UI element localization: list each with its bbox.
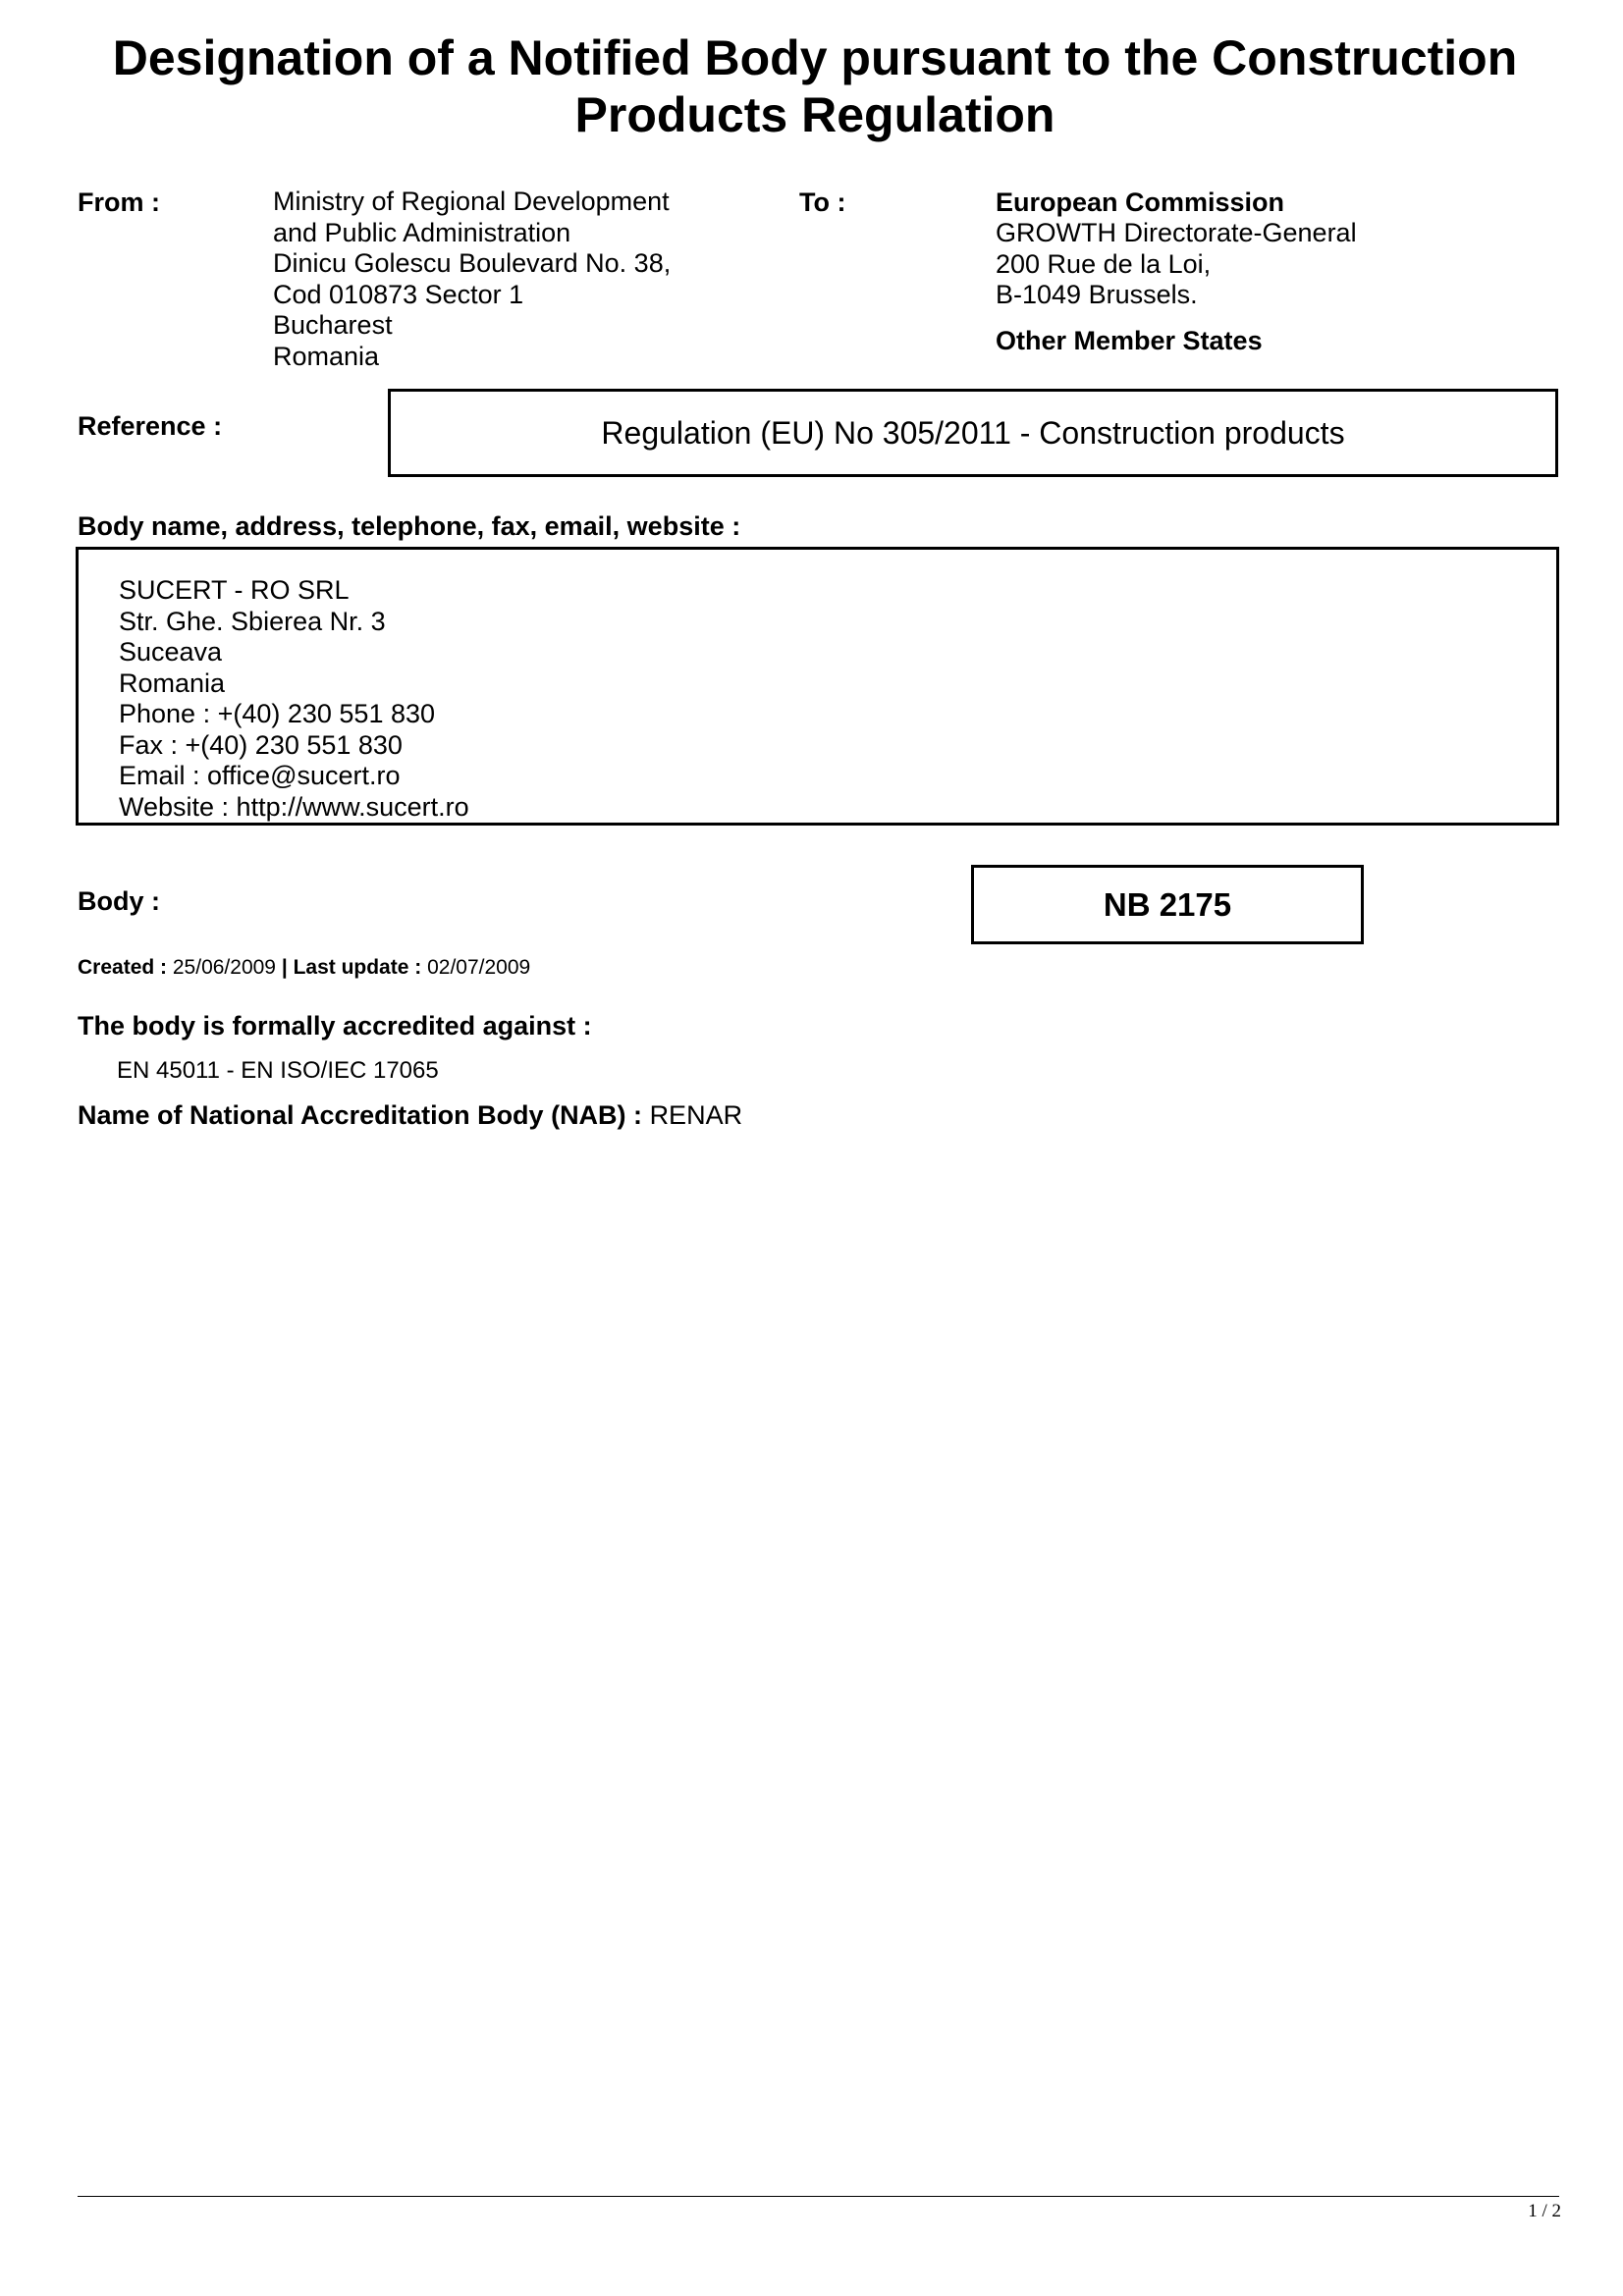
reference-label: Reference : (78, 411, 223, 441)
reference-value: Regulation (EU) No 305/2011 - Construction products (601, 414, 1345, 451)
created-label: Created : (78, 956, 168, 979)
recipient-line: 200 Rue de la Loi, (996, 248, 1212, 279)
dates-line (78, 955, 530, 981)
nb-number-box (971, 865, 1364, 944)
other-member-states: Other Member States (996, 326, 1263, 355)
body-phone: Phone : +(40) 230 551 830 (119, 699, 436, 728)
body-website: Website : http://www.sucert.ro (119, 791, 469, 822)
to-label: To : (799, 187, 846, 217)
accreditation-standard: EN 45011 - EN ISO/IEC 17065 (117, 1057, 439, 1084)
recipient-line: B-1049 Brussels. (996, 280, 1198, 309)
nab-label: Name of National Accreditation Body (NAB) : (78, 1100, 643, 1130)
sender-address (273, 187, 671, 372)
body-info-line: Suceava (119, 637, 223, 667)
body-fax: Fax : +(40) 230 551 830 (119, 729, 403, 760)
nb-number: NB 2175 (1103, 885, 1232, 923)
from-label: From : (78, 187, 160, 217)
sender-line: and Public Administration (273, 217, 571, 247)
reference-box (388, 389, 1558, 477)
nab-value: RENAR (649, 1100, 743, 1130)
last-update-label: Last update : (293, 956, 422, 979)
body-email: Email : office@sucert.ro (119, 761, 401, 790)
last-update-date: 02/07/2009 (427, 956, 531, 979)
recipient-address (996, 187, 1357, 311)
page-number: 1 / 2 (1528, 2201, 1561, 2221)
body-info-line: Str. Ghe. Sbierea Nr. 3 (119, 606, 386, 636)
sender-line: Ministry of Regional Development (273, 187, 670, 216)
sender-line: Dinicu Golescu Boulevard No. 38, (273, 248, 672, 278)
created-date: 25/06/2009 (172, 956, 276, 979)
body-info-box (76, 547, 1559, 826)
body-label: Body : (78, 886, 160, 916)
body-info-label: Body name, address, telephone, fax, email, website : (78, 511, 741, 541)
page-title: Designation of a Notified Body pursuant to the Construction Products Regulation (112, 30, 1518, 142)
footer-divider (78, 2196, 1559, 2197)
recipient-line: GROWTH Directorate-General (996, 218, 1357, 247)
sender-line: Romania (273, 341, 380, 371)
body-info-line: SUCERT - RO SRL (119, 575, 350, 605)
body-info-line: Romania (119, 667, 226, 698)
sender-line: Cod 010873 Sector 1 (273, 279, 524, 309)
date-separator: | (281, 956, 288, 979)
accreditation-label: The body is formally accredited against : (78, 1011, 592, 1041)
nab-line (78, 1099, 742, 1131)
sender-line: Bucharest (273, 310, 393, 340)
recipient-name: European Commission (996, 187, 1285, 217)
